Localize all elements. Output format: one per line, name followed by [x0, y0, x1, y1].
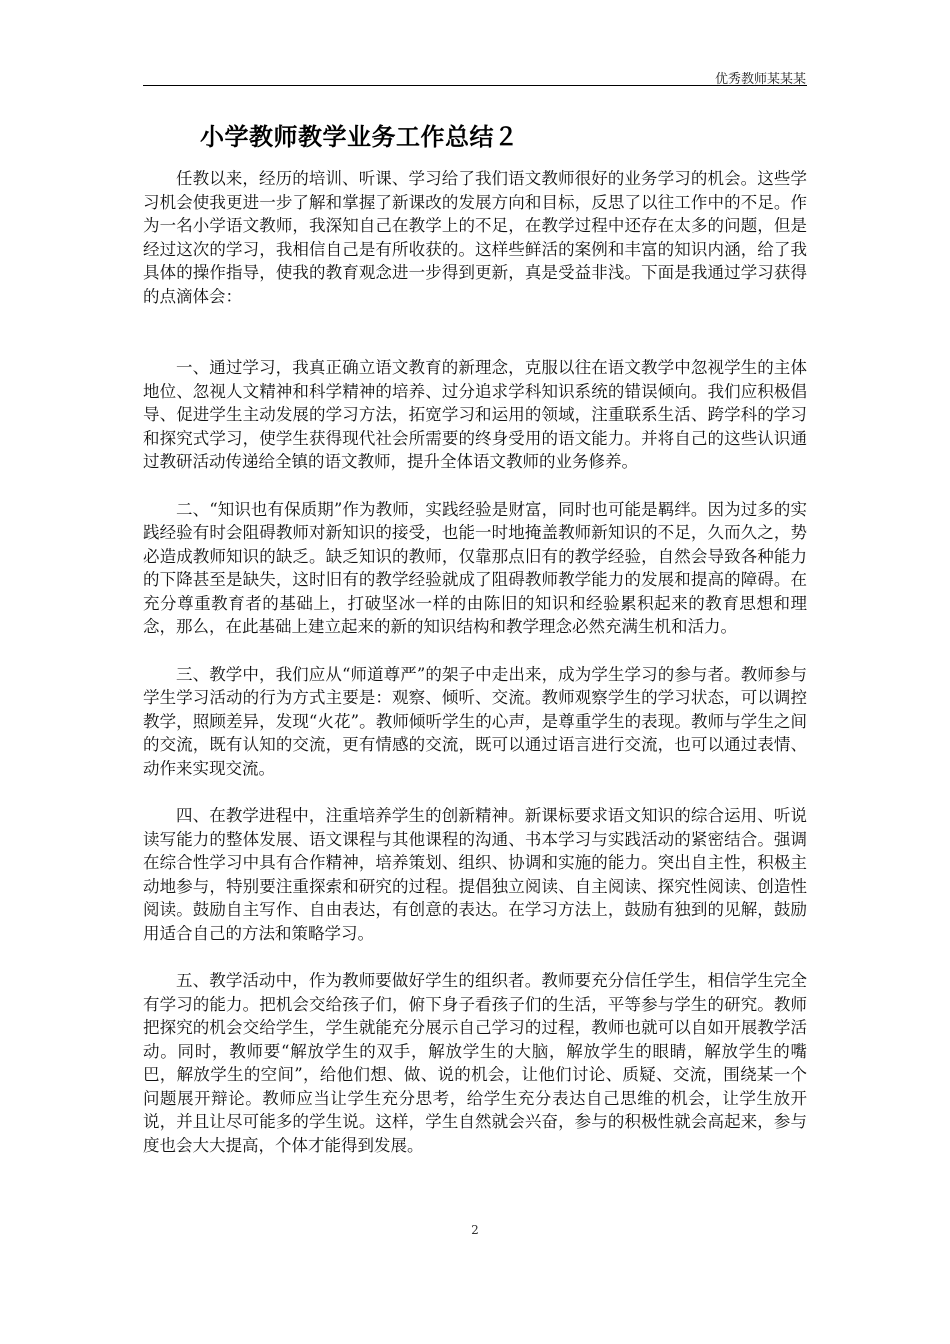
- document-body: [143, 167, 807, 1181]
- page-header-author: 优秀教师某某某: [714, 72, 806, 87]
- document-title: 小学教师教学业务工作总结２: [200, 122, 519, 151]
- intro-paragraph: 任教以来，经历的培训、听课、学习给了我们语文教师很好的业务学习的机会。这些学习机会使我更进一步了解和掌握了新课改的发展方向和目标，反思了以往工作中的不足。作为一名小学语文教师，我深知自己在教学上的不足，在教学过程中还存在太多的问题，但是经过这次的学习，我相信自己是有所收获的。这样些鲜活的案例和丰富的知识内涵，给了我具体的操作指导，使我的教育观念进一步得到更新，真是受益非浅。下面是我通过学习获得的点滴体会：: [143, 169, 807, 306]
- paragraph-5: 五、教学活动中，作为教师要做好学生的组织者。教师要充分信任学生，相信学生完全有学习的能力。把机会交给孩子们，俯下身子看孩子们的生活，平等参与学生的研究。教师把探究的机会交给学生，学生就能充分展示自己学习的过程，教师也就可以自如开展教学活动。同时，教师要“解放学生的双手，解放学生的大脑，解放学生的眼睛，解放学生的嘴巴，解放学生的空间”，给他们想、做、说的机会，让他们讨论、质疑、交流，围绕某一个问题展开辩论。教师应当让学生充分思考，给学生充分表达自己思维的机会，让学生放开说，并且让尽可能多的学生说。这样，学生自然就会兴奋，参与的积极性就会高起来，参与度也会大大提高，个体才能得到发展。: [143, 971, 807, 1155]
- paragraph-2: 二、“知识也有保质期”作为教师，实践经验是财富，同时也可能是羁绊。因为过多的实践经验有时会阻碍教师对新知识的接受，也能一时地掩盖教师新知识的不足，久而久之，势必造成教师知识的缺乏。缺乏知识的教师，仅靠那点旧有的教学经验，自然会导致各种能力的下降甚至是缺失，这时旧有的教学经验就成了阻碍教师教学能力的发展和提高的障碍。在充分尊重教育者的基础上，打破坚冰一样的由陈旧的知识和经验累积起来的教育思想和理念，那么，在此基础上建立起来的新的知识结构和教学理念必然充满生机和活力。: [143, 499, 807, 636]
- paragraph-4: 四、在教学进程中，注重培养学生的创新精神。新课标要求语文知识的综合运用、听说读写能力的整体发展、语文课程与其他课程的沟通、书本学习与实践活动的紧密结合。强调在综合性学习中具有合作精神，培养策划、组织、协调和实施的能力。突出自主性，积极主动地参与，特别要注重探索和研究的过程。提倡独立阅读、自主阅读、探究性阅读、创造性阅读。鼓励自主写作、自由表达，有创意的表达。在学习方法上，鼓励有独到的见解，鼓励用适合自己的方法和策略学习。: [143, 806, 807, 943]
- paragraph-1: 一、通过学习，我真正确立语文教育的新理念，克服以往在语文教学中忽视学生的主体地位、忽视人文精神和科学精神的培养、过分追求学科知识系统的错误倾向。我们应积极倡导、促进学生主动发展的学习方法，拓宽学习和运用的领域，注重联系生活、跨学科的学习和探究式学习，使学生获得现代社会所需要的终身受用的语文能力。并将自己的这些认识通过教研活动传递给全镇的语文教师，提升全体语文教师的业务修养。: [143, 358, 807, 471]
- paragraph-3: 三、教学中，我们应从“师道尊严”的架子中走出来，成为学生学习的参与者。教师参与学生学习活动的行为方式主要是：观察、倾听、交流。教师观察学生的学习状态，可以调控教学，照顾差异，发现“火花”。教师倾听学生的心声，是尊重学生的表现。教师与学生之间的交流，既有认知的交流，更有情感的交流，既可以通过语言进行交流，也可以通过表情、动作来实现交流。: [143, 664, 807, 778]
- page-number: 2: [471, 1223, 479, 1237]
- header-divider: [143, 85, 807, 86]
